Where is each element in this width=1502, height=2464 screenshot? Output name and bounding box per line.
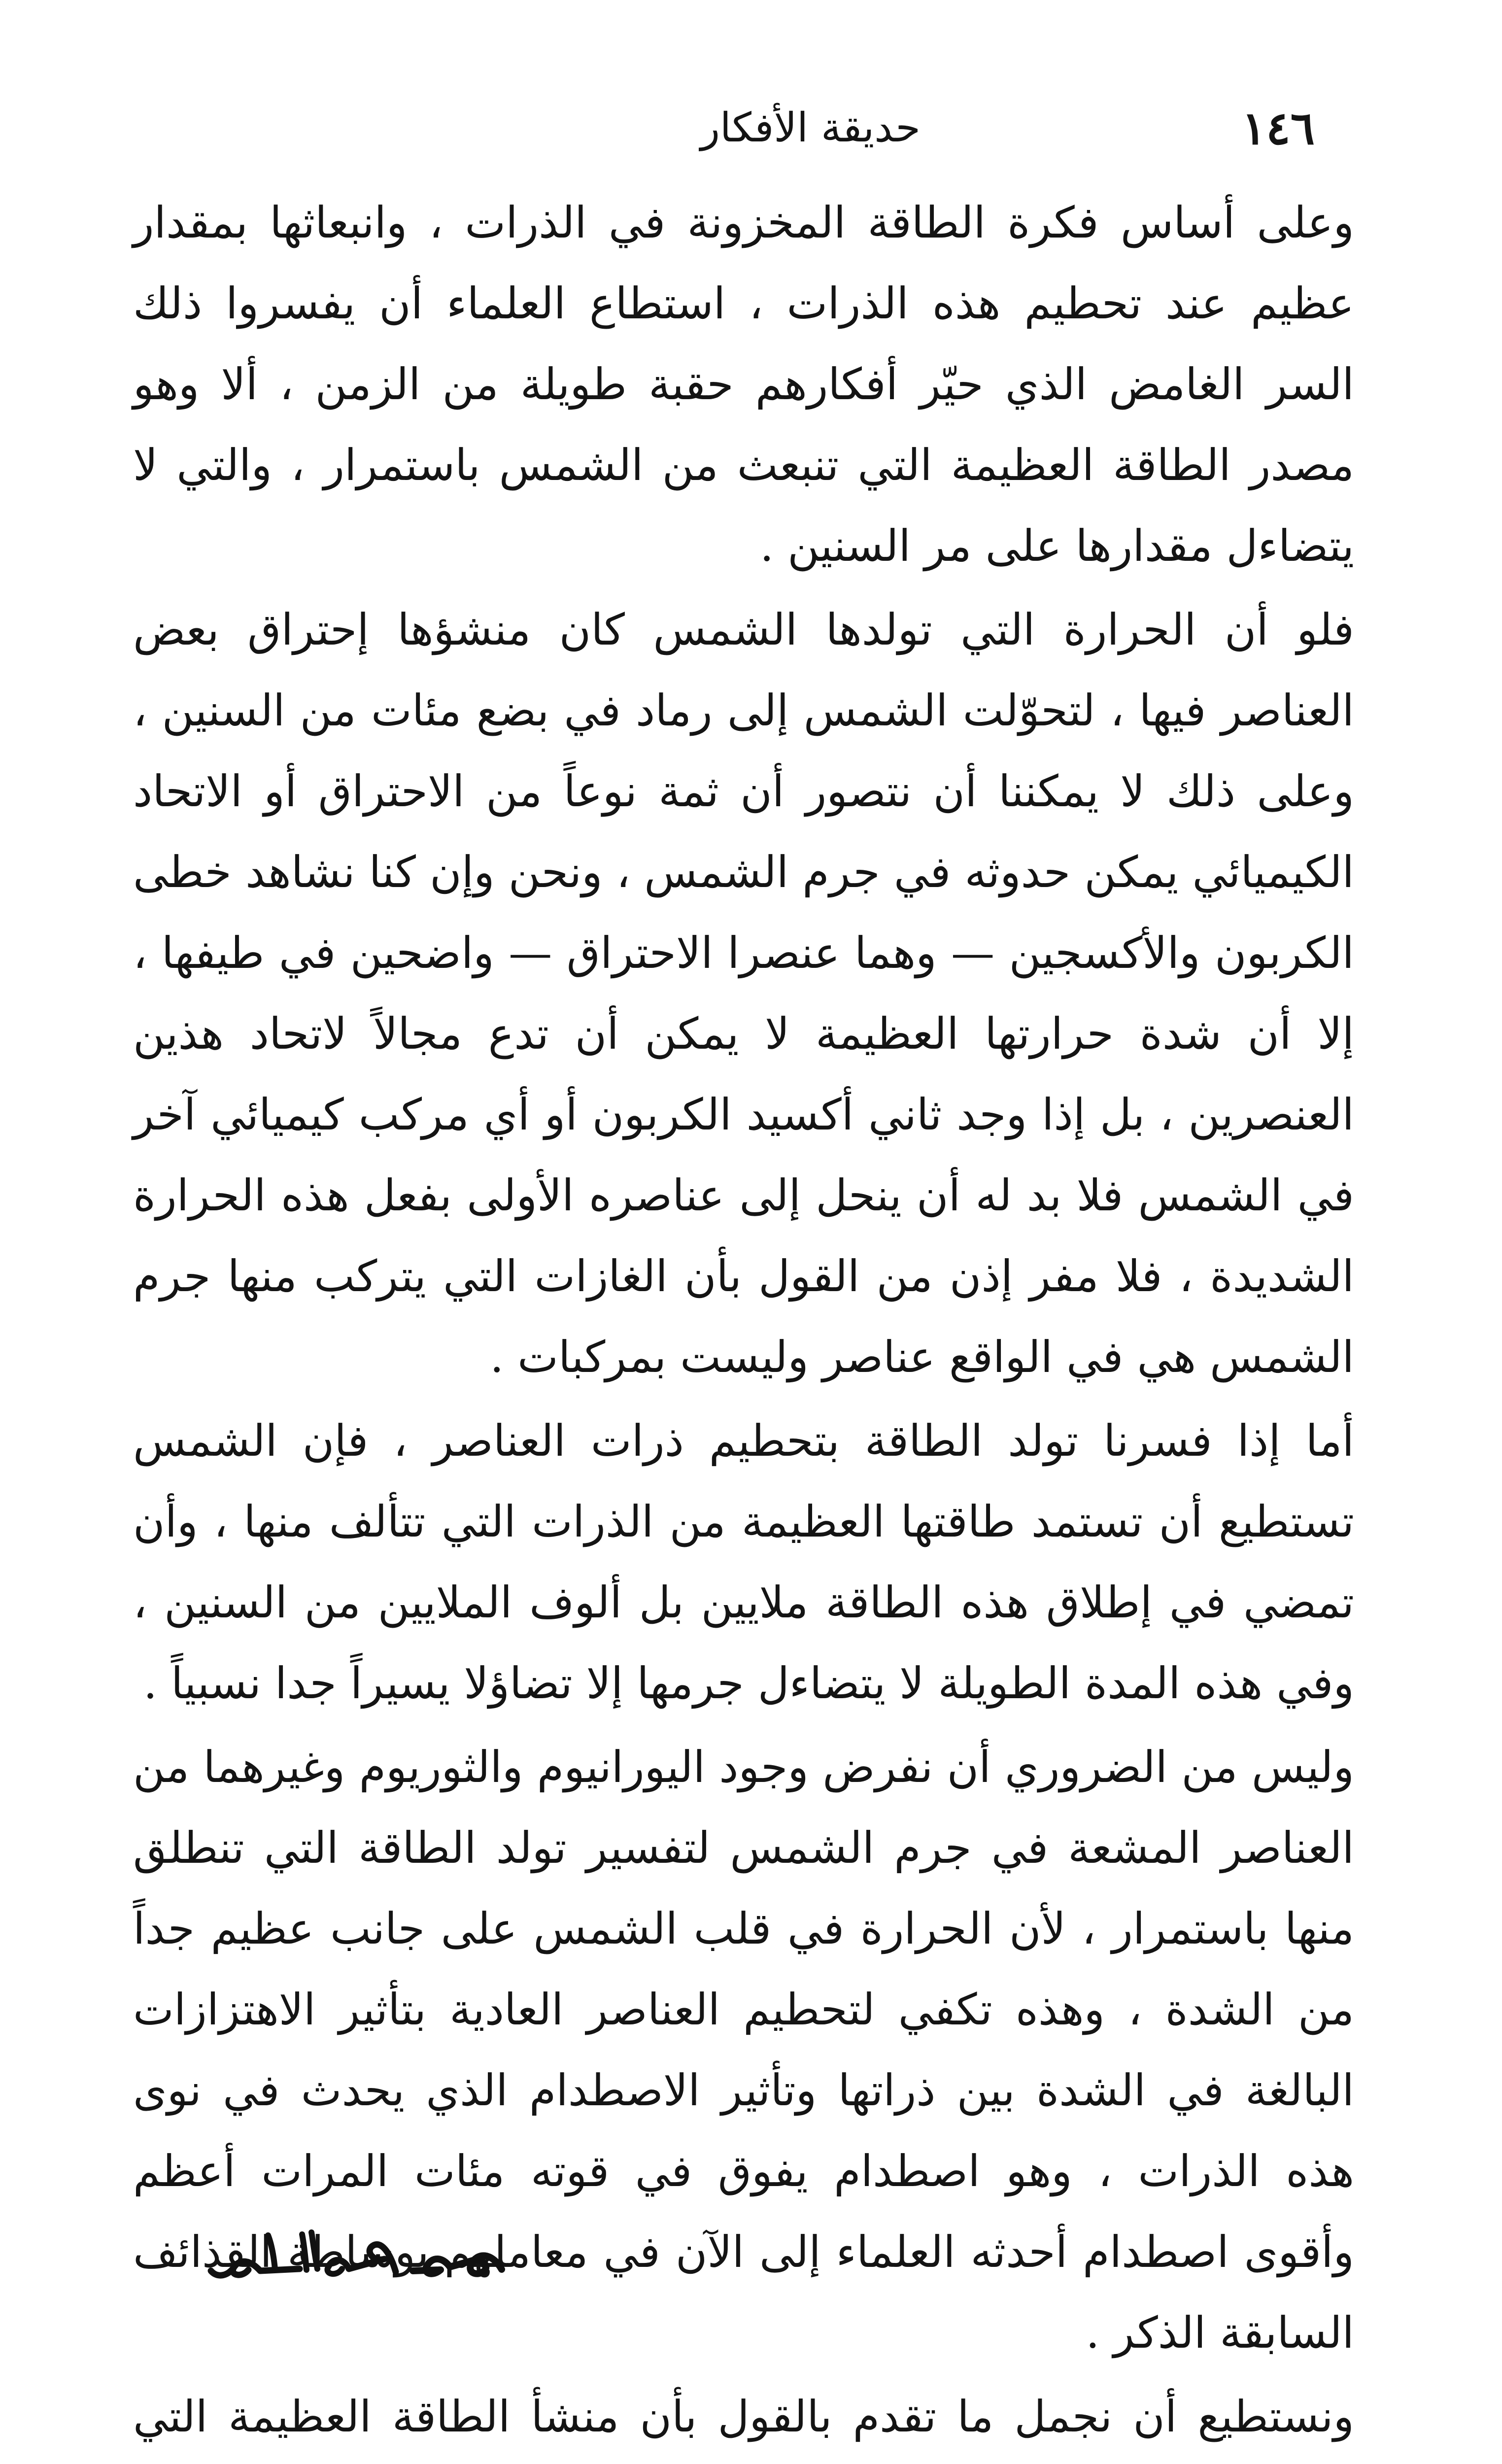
- signature-graphic: [201, 2218, 521, 2296]
- paragraph-1: وعلى أساس فكرة الطاقة المخزونة في الذرات ، وانبعاثها بمقدار عظيم عند تحطيم هذه الذرات ، استطاع العلماء أن يفسروا ذلك السر الغامض الذي حيّر أفكارهم حقبة طويلة من الزمن ، ألا وهو مصدر الطاقة العظيمة التي تنبعث من الشمس باستمرار ، والتي لا يتضاءل مقدارها على مر السنين .: [133, 197, 1354, 571]
- handwritten-signature: [201, 2218, 521, 2296]
- paragraph-4: وليس من الضروري أن نفرض وجود اليورانيوم والثوريوم وغيرهما من العناصر المشعة في جرم الشمس لتفسير تولد الطاقة التي تنطلق منها باستمرار ، لأن الحرارة في قلب الشمس على جانب عظيم جداً من الشدة ، وهذه تكفي لتحطيم العناصر العادية بتأثير الاهتزازات البالغة في الشدة بين ذراتها وتأثير الاصطدام الذي يحدث في نوى هذه الذرات ، وهو اصطدام يفوق في قوته مئات المرات أعظم وأقوى اصطدام أحدثه العلماء إلى الآن في معاملهم بوساطة القذائف السابقة الذكر .: [133, 1742, 1354, 2358]
- paragraph-2: فلو أن الحرارة التي تولدها الشمس كان منشؤها إحتراق بعض العناصر فيها ، لتحوّلت الشمس إلى رماد في بضع مئات من السنين ، وعلى ذلك لا يمكننا أن نتصور أن ثمة نوعاً من الاحتراق أو الاتحاد الكيميائي يمكن حدوثه في جرم الشمس ، ونحن وإن كنا نشاهد خطى الكربون والأكسجين — وهما عنصرا الاحتراق — واضحين في طيفها ، إلا أن شدة حرارتها العظيمة لا يمكن أن تدع مجالاً لاتحاد هذين العنصرين ، بل إذا وجد ثاني أكسيد الكربون أو أي مركب كيميائي آخر في الشمس فلا بد له أن ينحل إلى عناصره الأولى بفعل هذه الحرارة الشديدة ، فلا مفر إذن من القول بأن الغازات التي يتركب منها جرم الشمس هي في الواقع عناصر وليست بمركبات .: [133, 604, 1355, 1382]
- running-head: [123, 99, 1315, 158]
- paragraph-5: ونستطيع أن نجمل ما تقدم بالقول بأن منشأ الطاقة العظيمة التي: [133, 2391, 1354, 2442]
- running-title: حديقة الأفكار: [700, 104, 921, 151]
- paragraph-3: أما إذا فسرنا تولد الطاقة بتحطيم ذرات العناصر ، فإن الشمس تستطيع أن تستمد طاقتها العظيمة من الذرات التي تتألف منها ، وأن تمضي في إطلاق هذه الطاقة ملايين بل ألوف الملايين من السنين ، وفي هذه المدة الطويلة لا يتضاءل جرمها إلا تضاؤلا يسيراً جدا نسبياً .: [133, 1415, 1354, 1709]
- page-number: ١٤٦: [1241, 102, 1315, 155]
- article-body: [133, 182, 1354, 2464]
